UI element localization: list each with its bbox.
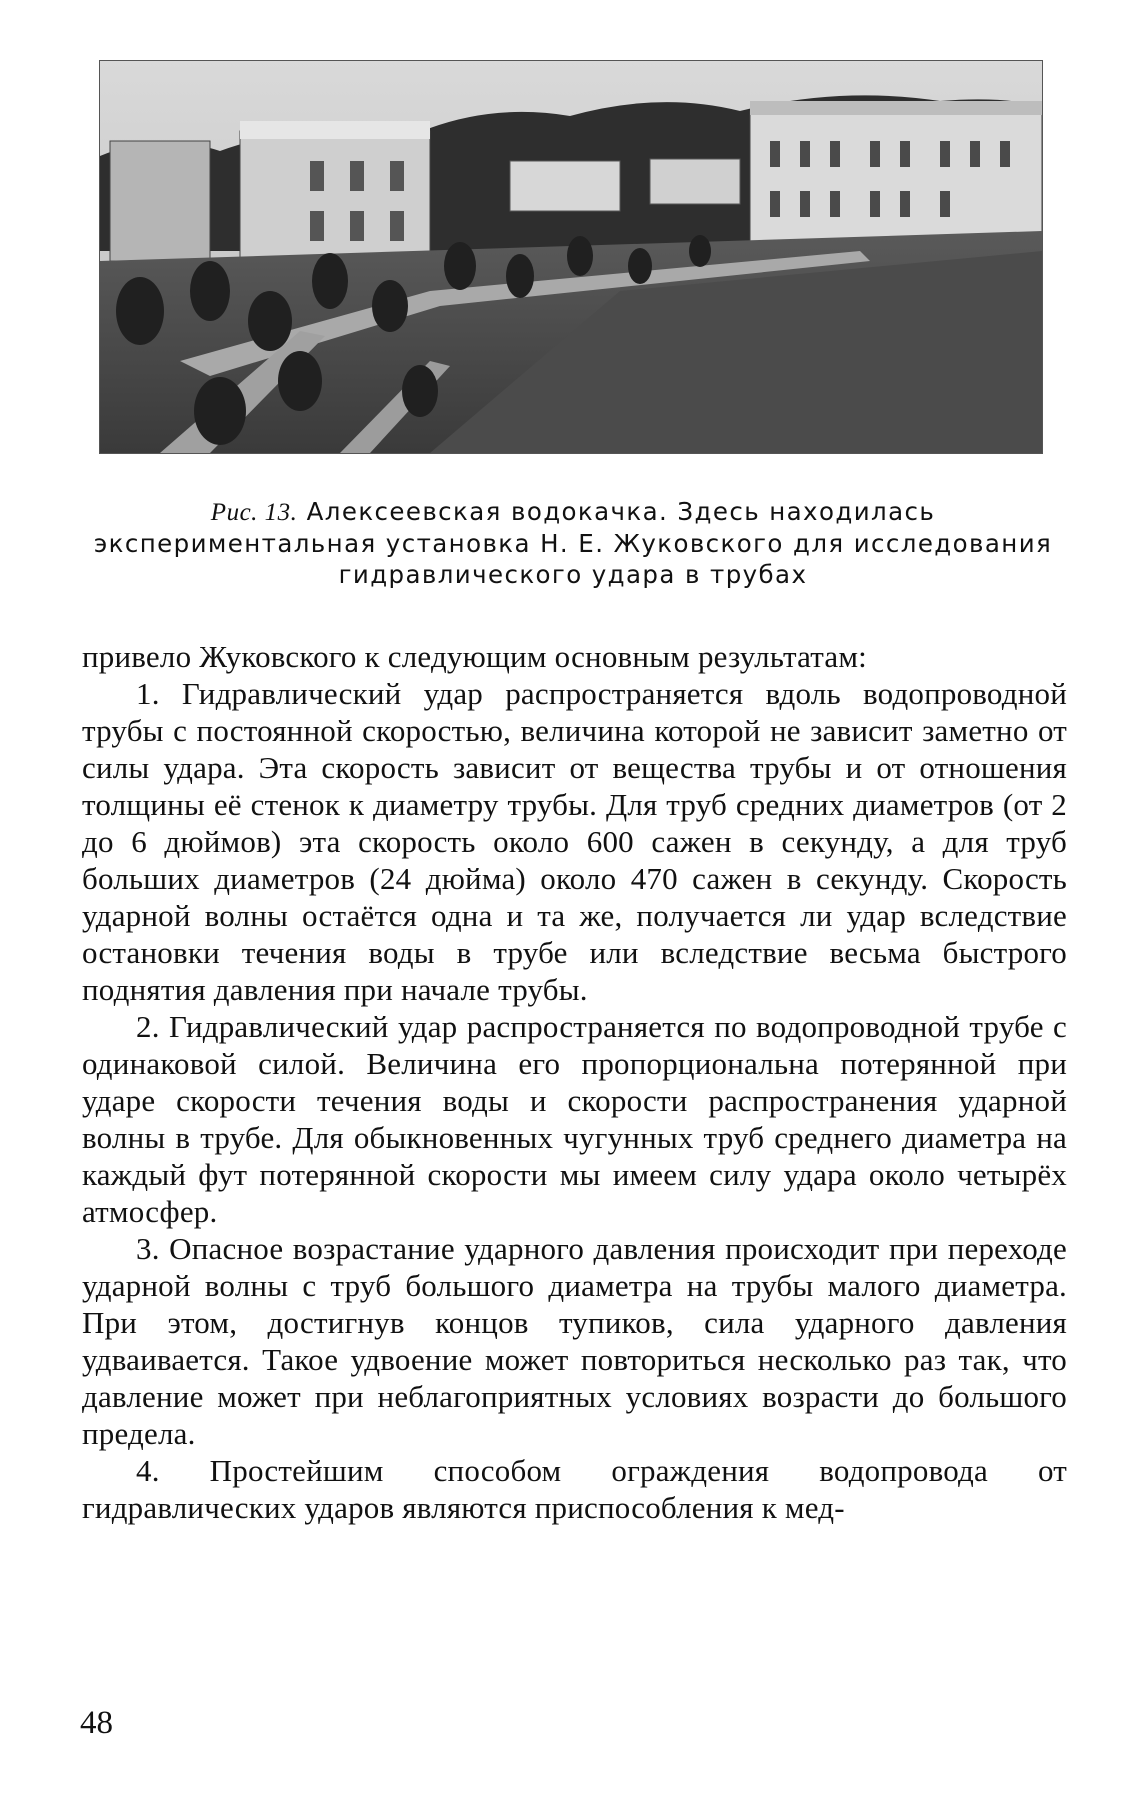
figure-caption xyxy=(78,496,1068,590)
page-number: 48 xyxy=(80,1705,113,1741)
list-item-1: 1. Гидравлический удар распространяется вдоль водопроводной трубы с постоянной скоростью, величина которой не зависит заметно от силы удара. Эта скорость зависит от вещества трубы и от отношения толщины её стенок к диаметру трубы. Для труб средних диаметров (от 2 до 6 дюймов) эта скорость около 600 сажен в секунду, а для труб больших диаметров (24 дюйма) около 470 сажен в секунду. Скорость ударной волны остаётся одна и та же, получается ли удар вследствие остановки течения воды в трубе или вследствие весьма быстрого поднятия давления при начале трубы. xyxy=(82,676,1067,1007)
figure-caption-text: Алексеевская водокачка. Здесь находилась экспериментальная установка Н. Е. Жуковского для исследования гидравлического удара в трубах xyxy=(93,497,1053,589)
list-item-3: 3. Опасное возрастание ударного давления происходит при переходе ударной волны с труб большого диаметра на трубы малого диаметра. При этом, достигнув концов тупиков, сила ударного давления удваивается. Такое удвоение может повториться несколько раз так, что давление может при неблагоприятных условиях возрасти до большого предела. xyxy=(82,1231,1067,1451)
list-item-2: 2. Гидравлический удар распространяется по водопроводной трубе с одинаковой силой. Величина его пропорциональна потерянной при ударе скорости течения воды и скорости распространения ударной волны в трубе. Для обыкновенных чугунных труб среднего диаметра на каждый фут потерянной скорости мы имеем силу удара около четырёх атмосфер. xyxy=(82,1009,1067,1229)
waterworks-photo-illustration xyxy=(100,61,1042,453)
figure-photo xyxy=(99,60,1043,454)
main-text xyxy=(82,638,1067,1526)
paragraph-intro: привело Жуковского к следующим основным результатам: xyxy=(82,639,867,674)
figure-label: Рис. 13. xyxy=(210,499,298,526)
list-item-4: 4. Простейшим способом ограждения водопровода от гидравлических ударов являются приспособления к мед- xyxy=(82,1453,1067,1525)
